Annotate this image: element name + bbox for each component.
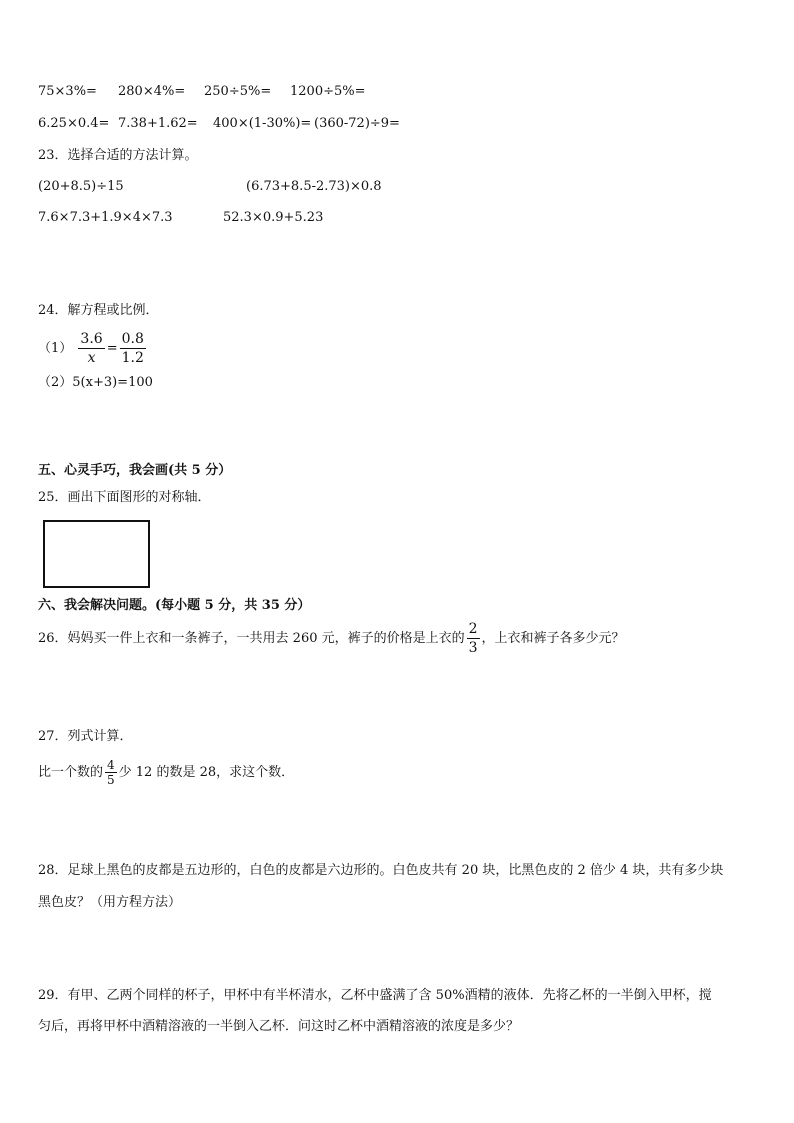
calc-item: 280×4%= [118, 84, 186, 99]
question-24-title: 24．解方程或比例． [38, 303, 159, 318]
calc-item: 7.38+1.62= [118, 116, 198, 131]
fraction [105, 758, 117, 787]
calc-item: 6.25×0.4= [38, 116, 110, 131]
question-27-body [38, 756, 294, 790]
expression: 7.6×7.3+1.9×4×7.3 [38, 210, 173, 225]
question-28-line: 28．足球上黑色的皮都是五边形的，白色的皮都是六边形的。白色皮共有 20 块，比黑色皮的 2 倍少 4 块，共有多少块 [38, 863, 724, 878]
denominator: 3 [468, 640, 478, 656]
numerator: 0.8 [121, 331, 144, 347]
expression: 52.3×0.9+5.23 [223, 210, 324, 225]
calc-item: 250÷5%= [204, 84, 272, 99]
question-27-title: 27．列式计算． [38, 729, 133, 744]
numerator: 4 [107, 758, 115, 772]
equals-sign: = [106, 341, 118, 356]
proportion-equation [38, 330, 148, 366]
question-25-title: 25．画出下面图形的对称轴． [38, 490, 211, 505]
question-text: 26．妈妈买一件上衣和一条裤子，一共用去 260 元，裤子的价格是上衣的 [38, 631, 465, 646]
section-6-heading: 六、我会解决问题。(每小题 5 分，共 35 分） [38, 598, 311, 613]
question-26 [38, 620, 625, 658]
question-text: 少 12 的数是 28，求这个数． [118, 765, 295, 780]
fraction [467, 620, 480, 657]
calc-item: 1200÷5%= [290, 84, 366, 99]
part-label: （1） [38, 341, 73, 356]
calc-item: 75×3%= [38, 84, 97, 99]
numerator: 2 [468, 621, 478, 637]
expression: (20+8.5)÷15 [38, 179, 124, 194]
denominator: x [87, 350, 96, 366]
denominator: 1.2 [121, 350, 144, 366]
equation: （2）5(x+3)=100 [38, 375, 153, 390]
denominator: 5 [107, 773, 115, 787]
rectangle-figure [43, 520, 150, 588]
section-5-heading: 五、心灵手巧，我会画(共 5 分） [38, 463, 232, 478]
numerator: 3.6 [80, 331, 103, 347]
question-29-line: 29．有甲、乙两个同样的杯子，甲杯中有半杯清水，乙杯中盛满了含 50%酒精的液体．先将乙杯的一半倒入甲杯，搅 [38, 988, 712, 1003]
calc-item: (360-72)÷9= [314, 116, 400, 131]
fraction-left [78, 330, 104, 367]
question-23-title: 23．选择合适的方法计算。 [38, 148, 198, 163]
expression: (6.73+8.5-2.73)×0.8 [246, 179, 382, 194]
question-29-line: 匀后，再将甲杯中酒精溶液的一半倒入乙杯．问这时乙杯中酒精溶液的浓度是多少？ [38, 1019, 520, 1034]
calc-item: 400×(1-30%)= [213, 116, 312, 131]
question-28-line: 黑色皮？（用方程方法） [38, 895, 182, 910]
question-text: 比一个数的 [38, 765, 104, 780]
fraction-right [120, 330, 146, 367]
question-text: ，上衣和裤子各多少元？ [481, 631, 625, 646]
